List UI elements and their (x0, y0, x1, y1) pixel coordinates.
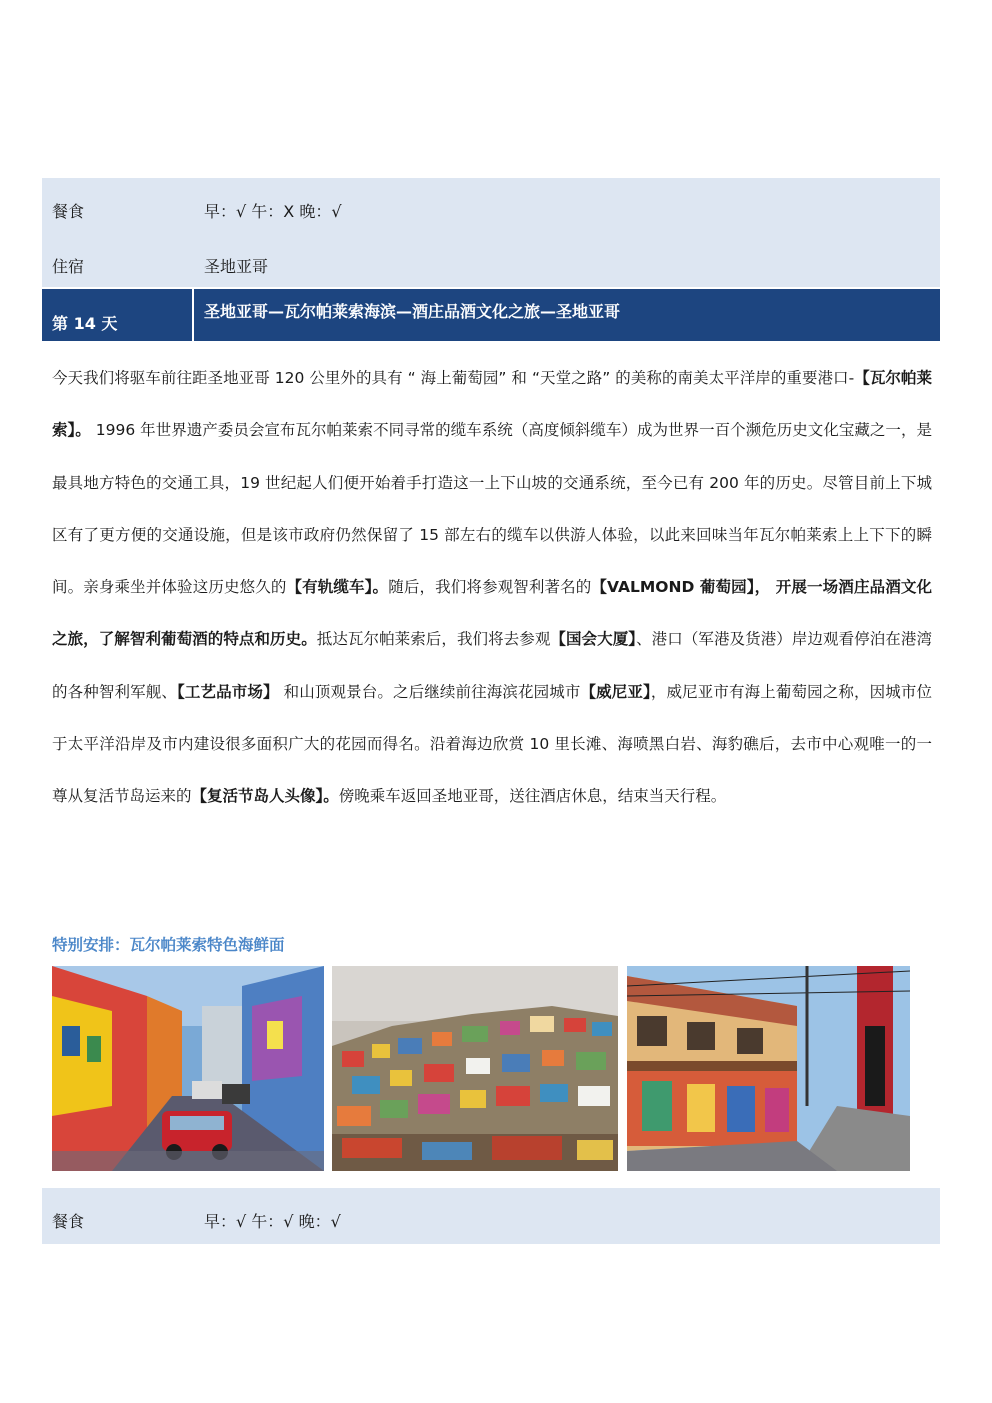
special-arrangement: 特别安排：瓦尔帕莱索特色海鲜面 (52, 936, 285, 954)
desc-highlight: 【威尼亚】 (580, 682, 651, 701)
desc-text: 、港口（军港及货港）岸边观看停泊在港湾的各种智利军舰、 (52, 630, 932, 701)
day-title: 圣地亚哥—瓦尔帕莱索海滨—酒庄品酒文化之旅—圣地亚哥 (204, 302, 621, 321)
photo-colorful-street (52, 966, 324, 1171)
header-divider (192, 289, 194, 341)
desc-text: 抵达瓦尔帕莱索后，我们将去参观 (316, 630, 551, 649)
meals-row-bottom (42, 1188, 940, 1244)
meals-value: 早：√ 午：√ 晚：√ (204, 1212, 341, 1231)
desc-text: ，威尼亚市有海上葡萄园之称，因城市位于太平洋沿岸及市内建设很多面积广大的花园而得名。沿着海边欣赏 10 里长滩、海喷黑白岩、海豹礁后，去市中心观唯一的一尊从复活节岛运来的 (52, 682, 932, 806)
meals-label: 餐食 (52, 202, 85, 221)
desc-highlight: 【VALMOND 葡萄园】， 开展一场酒庄品酒文化之旅，了解智利葡萄酒的特点和历史。 (52, 578, 932, 649)
desc-text: 傍晚乘车返回圣地亚哥，送往酒店休息，结束当天行程。 (338, 787, 727, 806)
day-header (42, 287, 940, 341)
desc-highlight: 【工艺品市场】 (176, 682, 279, 701)
meals-row-top (42, 178, 940, 287)
desc-text: 1996 年世界遗产委员会宣布瓦尔帕莱索不同寻常的缆车系统（高度倾斜缆车）成为世界一百个濒危历史文化宝藏之一，是最具地方特色的交通工具，19 世纪起人们便开始着手打造这一上下山坡的交通系统，至今已有 200 年的历史。尽管目前上下城区有了更方便的交通设施，但是该市政府仍然保留了 15 部左右的缆车以供游人体验，以此来回味当年瓦尔帕莱索上上下下的瞬间。亲身乘坐并体验这历史悠久的 (52, 421, 932, 597)
meals-value: 早：√ 午：X 晚：√ (204, 202, 342, 221)
lodging-label: 住宿 (52, 257, 85, 276)
lodging-value: 圣地亚哥 (204, 257, 269, 276)
photo-corner-building (627, 966, 910, 1171)
desc-text: 和山顶观景台。之后继续前往海滨花园城市 (278, 682, 581, 701)
meals-label: 餐食 (52, 1212, 85, 1231)
photo-hillside-city (332, 966, 618, 1171)
desc-text: 今天我们将驱车前往距圣地亚哥 120 公里外的具有 “ 海上葡萄园” 和 “天堂之路” 的美称的南美太平洋岸的重要港口- (52, 369, 855, 387)
desc-text: 随后，我们将参观智利著名的 (388, 578, 592, 597)
desc-highlight: 【有轨缆车】。 (286, 578, 389, 597)
day-number: 第 14 天 (52, 314, 118, 333)
desc-highlight: 【国会大厦】 (550, 630, 637, 649)
day-description (52, 352, 932, 823)
desc-highlight: 【瓦尔帕莱索】。 (52, 369, 932, 440)
desc-highlight: 【复活节岛人头像】。 (191, 787, 339, 806)
